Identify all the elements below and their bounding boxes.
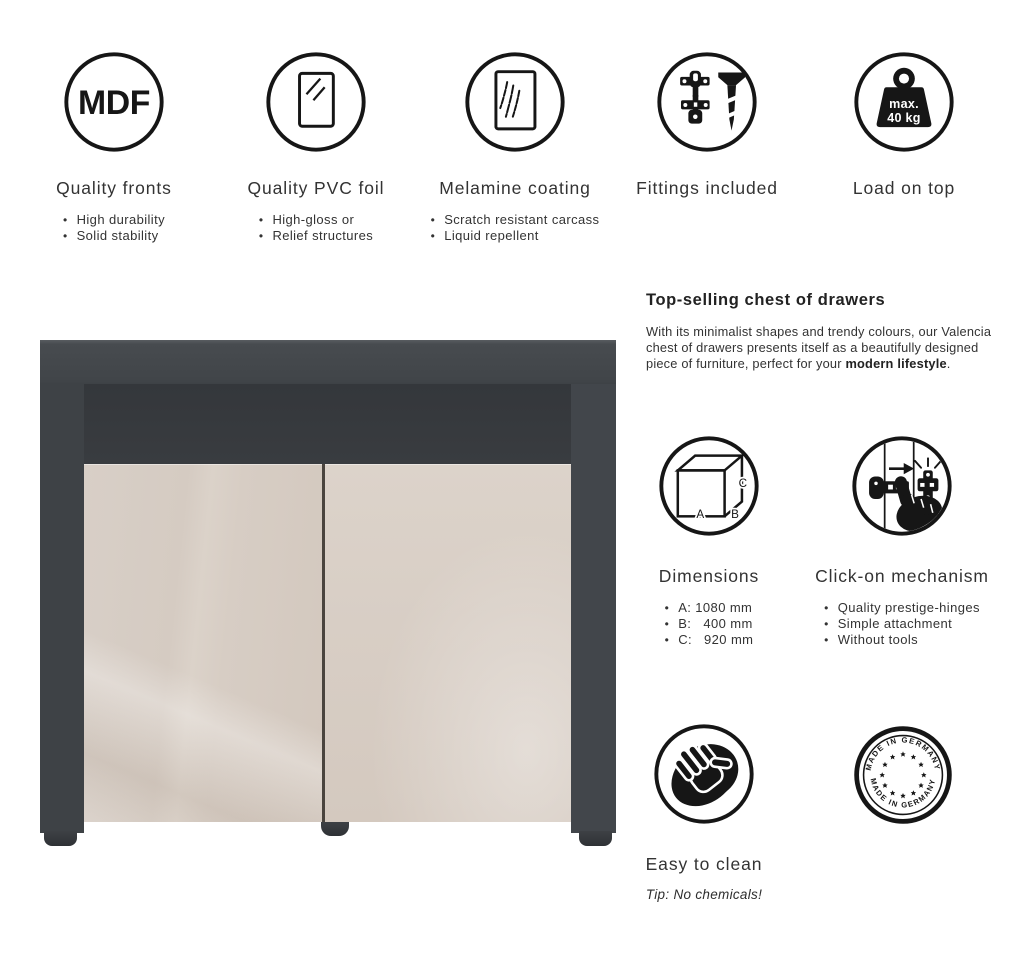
feature-bullet: • A: 1080 mm: [665, 600, 754, 616]
mdf-badge-icon: [62, 50, 166, 154]
product-description: With its minimalist shapes and trendy colours, our Valencia chest of drawers presents itself as a beautifully designed piece of furniture, perfect for your modern lifestyle.: [646, 324, 992, 371]
feature-bullet: • Quality prestige-hinges: [824, 600, 980, 616]
product-text-block: [646, 291, 1012, 372]
feature-label: Quality fronts: [56, 178, 172, 198]
cube-label-a: A: [696, 508, 705, 522]
easy-clean-icon: [652, 722, 756, 826]
feature-bullet-list: [824, 600, 980, 648]
weight-text-line2: 40 kg: [887, 110, 921, 125]
feature-fittings-included: [597, 50, 817, 199]
feature-label: Melamine coating: [439, 178, 591, 198]
weight-text-line1: max.: [889, 97, 919, 112]
feature-bullet: • Scratch resistant carcass: [431, 212, 600, 228]
product-image-chest-of-drawers: [40, 340, 616, 846]
melamine-coating-icon: [463, 50, 567, 154]
cube-label-c: C: [738, 476, 748, 490]
fittings-icon: [655, 50, 759, 154]
cabinet-foot-center: [321, 822, 349, 836]
feature-melamine-coating: [405, 50, 625, 244]
feature-pvc-foil: [206, 50, 426, 244]
feature-bullet-list: [259, 212, 373, 244]
cabinet-door-left: [84, 464, 322, 822]
stamp-text-top: MADE IN GERMANY: [863, 735, 943, 772]
feature-load-on-top: [794, 50, 1014, 199]
feature-easy-to-clean: [594, 722, 814, 902]
page-title: Top-selling chest of drawers: [646, 291, 886, 309]
feature-label: Dimensions: [658, 566, 760, 586]
feature-quality-fronts: [4, 50, 224, 244]
feature-label: Quality PVC foil: [247, 178, 385, 198]
feature-click-on-mechanism: [792, 434, 1012, 648]
feature-bullet: • Liquid repellent: [431, 228, 600, 244]
feature-bullet: • C: 920 mm: [665, 632, 754, 648]
max-load-icon: [852, 50, 956, 154]
stamp-text-bottom: MADE IN GERMANY: [868, 777, 938, 810]
made-in-germany-stamp: [851, 723, 955, 827]
feature-bullet: • Without tools: [824, 632, 980, 648]
dimensions-cube-icon: [657, 434, 761, 538]
feature-bullet-list: [63, 212, 165, 244]
feature-bullet: • Simple attachment: [824, 616, 980, 632]
stamp-star-ring: [880, 751, 927, 798]
feature-bullet: • Solid stability: [63, 228, 165, 244]
cabinet-foot-left: [44, 831, 77, 846]
feature-bullet-list: [431, 212, 600, 244]
feature-label: Fittings included: [636, 178, 778, 198]
feature-bullet: • Relief structures: [259, 228, 373, 244]
feature-bullet: • B: 400 mm: [665, 616, 754, 632]
feature-dimensions: [599, 434, 819, 648]
cleaning-tip: Tip: No chemicals!: [645, 887, 763, 902]
cabinet-top-panel: [40, 340, 616, 384]
feature-label: Click-on mechanism: [815, 566, 989, 586]
cabinet-front: [84, 464, 571, 822]
pvc-foil-icon: [264, 50, 368, 154]
cabinet-door-right: [325, 464, 571, 822]
feature-bullet: • High-gloss or: [259, 212, 373, 228]
cube-label-b: B: [731, 508, 739, 522]
feature-label: Load on top: [852, 178, 956, 198]
cabinet-left-side: [40, 384, 84, 833]
mdf-text: MDF: [78, 84, 150, 123]
feature-bullet: • High durability: [63, 212, 165, 228]
cabinet-recess: [84, 384, 571, 464]
feature-bullet-list: [665, 600, 754, 648]
feature-label: Easy to clean: [645, 854, 763, 874]
click-on-mechanism-icon: [850, 434, 954, 538]
